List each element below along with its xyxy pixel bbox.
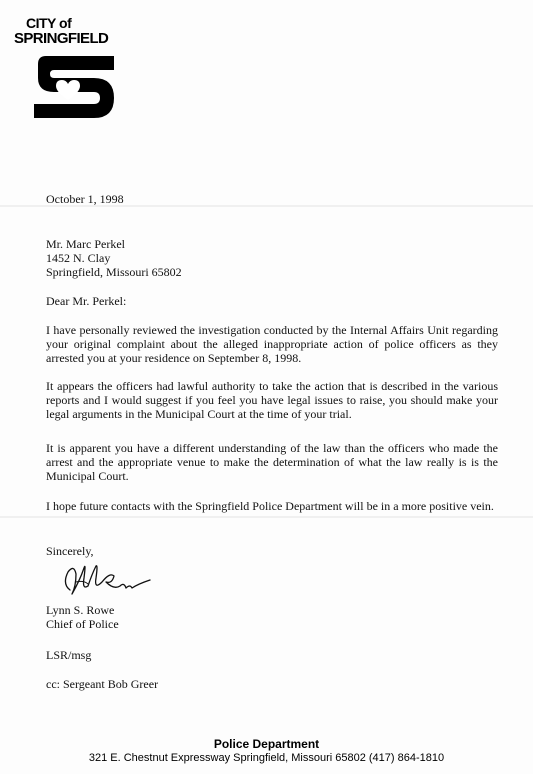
letter-date: October 1, 1998 [46, 192, 124, 206]
closing: Sincerely, [46, 544, 94, 558]
salutation: Dear Mr. Perkel: [46, 294, 127, 308]
body-paragraph: It appears the officers had lawful authority to take the action that is described in the various reports and I would suggest if you feel you have legal issues to raise, you should make your legal arguments in the Municipal Court at the time of your trial. [46, 379, 498, 421]
footer-address: 321 E. Chestnut Expressway Springfield, Missouri 65802 (417) 864-1810 [88, 752, 445, 764]
body-paragraph: I hope future contacts with the Springfield Police Department will be in a more positive vein. [46, 499, 494, 513]
body-paragraph: It is apparent you have a different understanding of the law than the officers who made the arrest and the appropriate venue to make the determination of what the law really is is the Municipal Court. [46, 441, 498, 483]
carbon-copy: cc: Sergeant Bob Greer [46, 677, 159, 691]
logo-city-text: CITY of [26, 15, 72, 31]
recipient-street: 1452 N. Clay [46, 251, 111, 265]
city-logo [14, 16, 134, 46]
body-paragraph: I have personally reviewed the investigation conducted by the Internal Affairs Unit regarding your original complaint about the alleged inappropriate action of police officers as they arrested you at your residence on September 8, 1998. [46, 323, 498, 365]
signer-title: Chief of Police [46, 617, 119, 631]
scan-artifact [0, 516, 533, 518]
typist-initials: LSR/msg [46, 648, 92, 662]
springfield-s-heart-icon [32, 56, 116, 122]
footer-department: Police Department [213, 737, 320, 751]
signer-name: Lynn S. Rowe [46, 603, 115, 617]
recipient-name: Mr. Marc Perkel [46, 237, 125, 251]
handwritten-signature [58, 560, 154, 604]
recipient-city: Springfield, Missouri 65802 [46, 265, 182, 279]
logo-springfield-text: SPRINGFIELD [14, 30, 109, 47]
